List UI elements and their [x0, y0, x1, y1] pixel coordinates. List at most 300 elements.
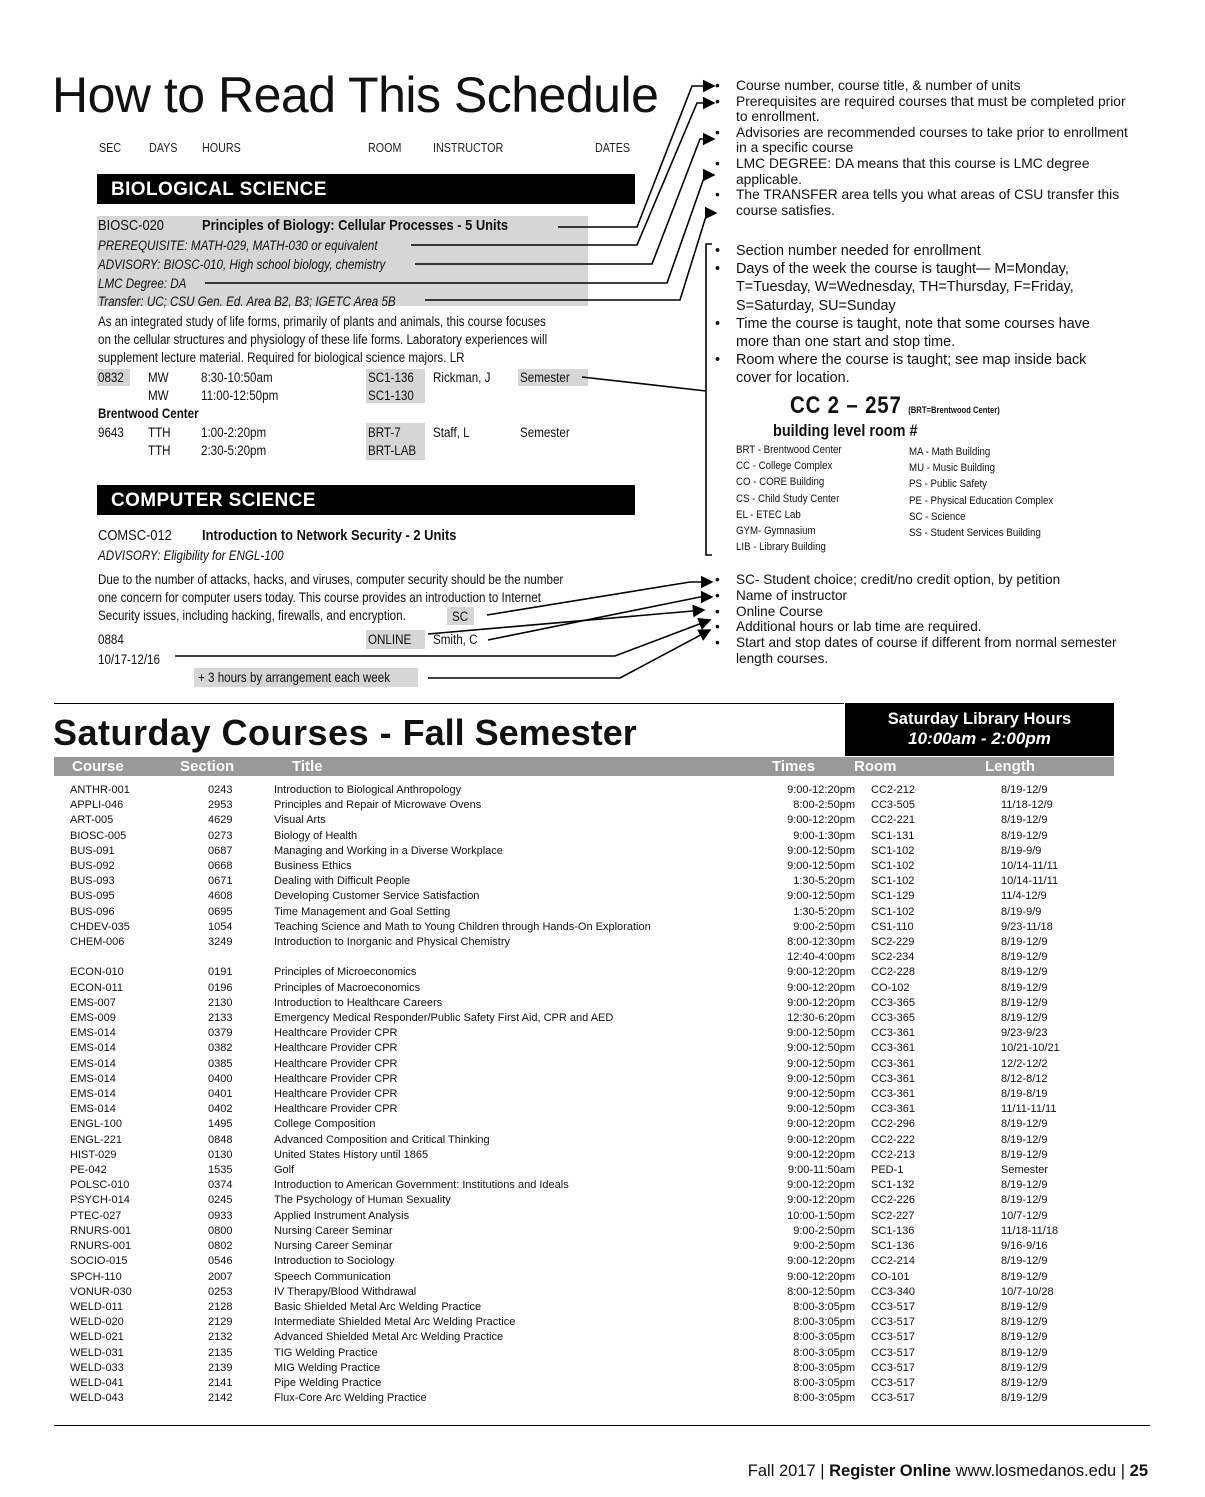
course-length: 9/16-9/16: [1001, 1240, 1048, 1253]
note-item: • Prerequisites are required courses that must be completed prior to enrollment.: [736, 94, 1131, 125]
course-room: CC3-505: [871, 799, 916, 812]
course-length: 8/19-12/9: [1001, 1300, 1048, 1313]
section-number: 2953: [208, 799, 233, 812]
course-code: ENGL-100: [70, 1118, 122, 1131]
section-hours-2: 2:30-5:20pm: [201, 443, 267, 458]
course-title: Pipe Welding Practice: [274, 1376, 382, 1389]
course-code: POLSC-010: [70, 1179, 130, 1192]
section-dates: Semester: [520, 425, 570, 440]
course-code: BUS-095: [70, 890, 115, 903]
course-length: 8/19-12/9: [1001, 829, 1048, 842]
section-number: 0130: [208, 1148, 233, 1161]
section-number: 0191: [208, 966, 233, 979]
course-code: WELD-041: [70, 1376, 124, 1389]
section-hours-2: 11:00-12:50pm: [201, 388, 279, 403]
course-times: 9:00-2:50pm: [793, 1240, 855, 1253]
section-number: 2129: [208, 1316, 233, 1329]
table-row: [54, 1011, 1060, 1026]
note-item: • Advisories are recommended courses to take prior to enrollment in a specific course: [736, 125, 1131, 156]
course-length: 8/19-12/9: [1001, 814, 1048, 827]
course-room: CC3-517: [871, 1300, 916, 1313]
course-code: BUS-093: [70, 875, 115, 888]
advisory: ADVISORY: Eligibility for ENGL-100: [98, 548, 284, 563]
course-times: 1:30-5:20pm: [793, 875, 855, 888]
course-title: Introduction to Sociology: [274, 1255, 395, 1268]
course-title: [274, 950, 762, 965]
section-number: 0401: [208, 1088, 233, 1101]
course-code: WELD-031: [70, 1346, 124, 1359]
course-code: RNURS-001: [70, 1240, 132, 1253]
table-row: [54, 996, 1060, 1011]
table-row: [54, 1026, 1060, 1041]
table-row: [54, 1330, 1060, 1345]
section-number: 0933: [208, 1209, 233, 1222]
course-title: Principles of Macroeconomics: [274, 981, 421, 994]
note-item: • Section number needed for enrollment: [736, 242, 1116, 260]
course-room: CC3-361: [871, 1103, 916, 1116]
arranged-hours: + 3 hours by arrangement each week: [198, 670, 391, 685]
section-number: 0402: [208, 1103, 233, 1116]
course-title: Basic Shielded Metal Arc Welding Practice: [274, 1300, 482, 1313]
section-number: 0800: [208, 1224, 233, 1237]
saturday-course-table: [54, 783, 1060, 1406]
section-number: 2139: [208, 1361, 233, 1374]
course-room: SC1-129: [871, 890, 915, 903]
course-length: 8/19-12/9: [1001, 1194, 1048, 1207]
section-instructor: Smith, C: [433, 632, 478, 647]
course-room: CC3-517: [871, 1361, 916, 1374]
section-number: 0695: [208, 905, 233, 918]
table-row: [54, 950, 1060, 965]
course-title: Introduction to Inorganic and Physical Chemistry: [274, 936, 511, 949]
course-times: 9:00-12:50pm: [787, 860, 855, 873]
section-number: 3249: [208, 936, 233, 949]
course-title: Speech Communication: [274, 1270, 391, 1283]
course-code: ART-005: [70, 814, 114, 827]
course-length: 8/12-8/12: [1001, 1072, 1048, 1085]
course-length: 10/14-11/11: [1001, 860, 1059, 873]
course-title: IV Therapy/Blood Withdrawal: [274, 1285, 417, 1298]
course-length: 11/4-12/9: [1001, 890, 1047, 903]
table-row: [54, 1209, 1060, 1224]
course-times: 9:00-12:20pm: [787, 1133, 855, 1146]
course-times: 1:30-5:20pm: [793, 905, 855, 918]
course-code: WELD-011: [70, 1300, 123, 1313]
course-times: 9:00-12:50pm: [787, 1072, 855, 1085]
course-title: Nursing Career Seminar: [274, 1240, 393, 1253]
course-times: 8:00-3:05pm: [793, 1392, 855, 1405]
course-room: SC2-234: [871, 951, 915, 964]
table-row: [54, 859, 1060, 874]
course-room: CC3-365: [871, 1012, 916, 1025]
course-times: 9:00-11:50am: [787, 1164, 855, 1177]
table-row: [54, 1178, 1060, 1193]
advisory: ADVISORY: BIOSC-010, High school biology, chemistry: [98, 257, 386, 272]
section-number: 0243: [208, 784, 233, 796]
course-length: 8/19-12/9: [1001, 966, 1048, 979]
course-room: CC3-361: [871, 1027, 916, 1040]
course-room: CC3-361: [871, 1057, 916, 1070]
section-days-2: TTH: [148, 443, 171, 458]
section-room: SC1-136: [368, 370, 414, 385]
divider: [54, 703, 844, 704]
course-room: SC1-136: [871, 1240, 915, 1253]
course-title: MIG Welding Practice: [274, 1361, 381, 1374]
col-days: DAYS: [149, 141, 178, 155]
table-row: [54, 1224, 1060, 1239]
note-item: • Room where the course is taught; see map inside back cover for location.: [736, 351, 1116, 387]
course-title: Time Management and Goal Setting: [274, 905, 451, 918]
course-code: [54, 950, 208, 965]
table-row: [54, 1057, 1060, 1072]
table-row: [54, 844, 1060, 859]
course-title: The Psychology of Human Sexuality: [274, 1194, 451, 1207]
table-row: [54, 981, 1060, 996]
course-length: 9/23-11/18: [1001, 920, 1053, 933]
course-code: EMS-014: [70, 1103, 116, 1116]
building-list-right: MA - Math Building MU - Music Building PS - Public Safety PE - Physical Education Complex SC - Science SS - Student Services Building: [909, 446, 1054, 540]
course-length: 8/19-12/9: [1001, 1133, 1048, 1146]
course-times: 9:00-12:50pm: [787, 844, 855, 857]
course-title: Nursing Career Seminar: [274, 1224, 393, 1237]
table-row: [54, 1361, 1060, 1376]
section-number: 0884: [98, 632, 124, 647]
notes-course-info: [706, 78, 1131, 218]
table-row: [54, 1346, 1060, 1361]
course-room: CS1-110: [871, 920, 914, 933]
course-room: SC2-227: [871, 1209, 915, 1222]
course-code: BIOSC-005: [70, 829, 127, 842]
table-row: [54, 1300, 1060, 1315]
course-length: 8/19-12/9: [1001, 1255, 1048, 1268]
course-code: BUS-096: [70, 905, 115, 918]
course-length: 8/19-12/9: [1001, 1331, 1048, 1344]
course-room: CC3-361: [871, 1088, 916, 1101]
course-code: BUS-091: [70, 844, 115, 857]
course-room: SC1-131: [871, 829, 915, 842]
course-title: Healthcare Provider CPR: [274, 1088, 398, 1101]
course-code: ECON-010: [70, 966, 124, 979]
note-item: • SC- Student choice; credit/no credit option, by petition: [736, 572, 1126, 588]
section-band-biology: BIOLOGICAL SCIENCE: [97, 174, 635, 204]
table-row: [54, 1041, 1060, 1056]
course-length: 8/19-12/9: [1001, 981, 1048, 994]
section-room: BRT-7: [368, 425, 401, 440]
course-times: 9:00-12:20pm: [787, 1179, 855, 1192]
section-number: 0385: [208, 1057, 233, 1070]
course-code: CHEM-006: [70, 936, 125, 949]
course-code: CHDEV-035: [70, 920, 130, 933]
course-code: ENGL-221: [70, 1133, 122, 1146]
section-number: 0848: [208, 1133, 233, 1146]
course-room: CC2-213: [871, 1148, 916, 1161]
section-dates: Semester: [520, 370, 570, 385]
course-times: 10:00-1:50pm: [787, 1209, 855, 1222]
course-room: SC1-102: [871, 875, 915, 888]
section-number: 0671: [208, 875, 233, 888]
section-number: 2130: [208, 996, 233, 1009]
course-title: Developing Customer Service Satisfaction: [274, 890, 480, 903]
col-instructor: INSTRUCTOR: [433, 141, 504, 155]
note-item: • Name of instructor: [736, 588, 1126, 604]
course-title: Principles and Repair of Microwave Ovens: [274, 799, 482, 812]
course-times: 8:00-12:30pm: [787, 936, 855, 949]
course-code: EMS-014: [70, 1072, 116, 1085]
table-row: [54, 829, 1060, 844]
table-row: [54, 798, 1060, 813]
course-times: 9:00-12:50pm: [787, 1103, 855, 1116]
course-length: 8/19-12/9: [1001, 996, 1048, 1009]
footer: Fall 2017 | Register Online www.losmedanos.edu | 25: [747, 1462, 1148, 1480]
course-length: 10/7-12/9: [1001, 1209, 1048, 1222]
course-times: 9:00-12:20pm: [787, 1255, 855, 1268]
course-room: CC3-517: [871, 1316, 916, 1329]
course-code: VONUR-030: [70, 1285, 132, 1298]
course-length: 8/19-12/9: [1001, 951, 1048, 964]
table-row: [54, 1087, 1060, 1102]
course-length: 8/19-9/9: [1001, 905, 1042, 918]
section-number: 2141: [208, 1376, 233, 1389]
room-code-example: CC 2 – 257 (BRT=Brentwood Center): [790, 392, 1000, 419]
course-title: Healthcare Provider CPR: [274, 1072, 398, 1085]
course-description: Due to the number of attacks, hacks, and viruses, computer security should be the number one concern for computer users today. This course provides an introduction to Internet Security issues, including hacking, firewalls, and encryption.: [98, 572, 564, 623]
course-code: COMSC-012: [98, 527, 172, 544]
table-row: [54, 1270, 1060, 1285]
course-length: 9/23-9/23: [1001, 1027, 1048, 1040]
course-length: 8/19-12/9: [1001, 1376, 1048, 1389]
course-title: Healthcare Provider CPR: [274, 1103, 398, 1116]
course-title: Emergency Medical Responder/Public Safety First Aid, CPR and AED: [274, 1012, 614, 1025]
table-row: [54, 1193, 1060, 1208]
course-length: 8/19-12/9: [1001, 1270, 1048, 1283]
table-row: [54, 920, 1060, 935]
table-row: [54, 1239, 1060, 1254]
section-number: 0245: [208, 1194, 233, 1207]
course-title: Business Ethics: [274, 860, 352, 873]
section-band-computer: COMPUTER SCIENCE: [97, 485, 635, 515]
section-room: ONLINE: [368, 632, 412, 647]
section-number: 0196: [208, 981, 233, 994]
course-code: EMS-014: [70, 1088, 116, 1101]
course-room: CC3-340: [871, 1285, 916, 1298]
course-name: Introduction to Network Security - 2 Units: [202, 527, 457, 544]
course-title: College Composition: [274, 1118, 376, 1131]
course-length: 8/19-12/9: [1001, 1148, 1048, 1161]
course-title: Healthcare Provider CPR: [274, 1042, 398, 1055]
course-times: 9:00-12:50pm: [787, 890, 855, 903]
course-code: ECON-011: [70, 981, 123, 994]
course-room: SC1-102: [871, 905, 915, 918]
note-item: • Days of the week the course is taught— M=Monday, T=Tuesday, W=Wednesday, TH=Thursday, F=Friday, S=Saturday, SU=Sunday: [736, 260, 1116, 315]
course-length: 8/19-12/9: [1001, 1118, 1048, 1131]
section-number: 1495: [208, 1118, 233, 1131]
table-row: [54, 889, 1060, 904]
col-room: ROOM: [368, 141, 402, 155]
section-number: [208, 950, 274, 965]
course-length: 8/19-9/9: [1001, 844, 1042, 857]
section-number: 2128: [208, 1300, 233, 1313]
course-times: 12:40-4:00pm: [787, 951, 855, 964]
table-row: [54, 1391, 1060, 1406]
section-number: 0374: [208, 1179, 233, 1192]
course-code: ANTHR-001: [70, 784, 130, 796]
section-instructor: Staff, L: [433, 425, 470, 440]
section-number: 0382: [208, 1042, 233, 1055]
room-code-legend: building level room #: [773, 421, 918, 440]
degree: LMC Degree: DA: [98, 276, 187, 291]
course-times: 8:00-3:05pm: [793, 1376, 855, 1389]
section-number: 0400: [208, 1072, 233, 1085]
course-length: 8/19-12/9: [1001, 1346, 1048, 1359]
course-room: SC1-102: [871, 844, 915, 857]
course-room: SC2-229: [871, 936, 915, 949]
course-code: BIOSC-020: [98, 217, 164, 234]
section-number: 0832: [98, 370, 124, 385]
course-length: Semester: [1001, 1164, 1049, 1177]
course-code: SOCIO-015: [70, 1255, 128, 1268]
course-code: SPCH-110: [70, 1270, 122, 1283]
note-item: • LMC DEGREE: DA means that this course is LMC degree applicable.: [736, 156, 1131, 187]
course-times: 9:00-12:50pm: [787, 1042, 855, 1055]
course-times: 9:00-2:50pm: [793, 1224, 855, 1237]
course-times: 8:00-3:05pm: [793, 1316, 855, 1329]
course-room: CC2-212: [871, 784, 916, 796]
course-room: CC3-517: [871, 1346, 916, 1359]
course-room: CC2-214: [871, 1255, 916, 1268]
course-times: 8:00-12:50pm: [787, 1285, 855, 1298]
course-room: SC1-136: [871, 1224, 915, 1237]
course-code: RNURS-001: [70, 1224, 132, 1237]
table-row: [54, 874, 1060, 889]
table-row: [54, 1285, 1060, 1300]
course-times: 9:00-12:20pm: [787, 966, 855, 979]
course-code: EMS-009: [70, 1012, 116, 1025]
col-hours: HOURS: [202, 141, 241, 155]
course-title: Healthcare Provider CPR: [274, 1027, 398, 1040]
course-length: 10/14-11/11: [1001, 875, 1059, 888]
course-times: 12:30-6:20pm: [787, 1012, 855, 1025]
table-row: [54, 1376, 1060, 1391]
course-title: Managing and Working in a Diverse Workplace: [274, 844, 503, 857]
course-times: 9:00-12:20pm: [787, 1194, 855, 1207]
table-row: [54, 813, 1060, 828]
course-title: Introduction to American Government: Institutions and Ideals: [274, 1179, 569, 1192]
course-code: HIST-029: [70, 1148, 117, 1161]
col-dates: DATES: [595, 141, 631, 155]
course-title: Intermediate Shielded Metal Arc Welding Practice: [274, 1316, 516, 1329]
course-code: EMS-014: [70, 1057, 116, 1070]
course-code: WELD-033: [70, 1361, 124, 1374]
table-row: [54, 1102, 1060, 1117]
course-title: Biology of Health: [274, 829, 358, 842]
course-times: 9:00-12:20pm: [787, 1118, 855, 1131]
course-times: 9:00-12:20pm: [787, 996, 855, 1009]
section-number: 2135: [208, 1346, 233, 1359]
course-room: CC3-361: [871, 1072, 916, 1085]
note-item: • Online Course: [736, 604, 1126, 620]
table-row: [54, 1254, 1060, 1269]
course-code: BUS-092: [70, 860, 115, 873]
section-days: MW: [148, 370, 169, 385]
course-title: Introduction to Healthcare Careers: [274, 996, 443, 1009]
course-title: Teaching Science and Math to Young Children through Hands-On Exploration: [274, 920, 651, 933]
course-room: CC2-222: [871, 1133, 916, 1146]
prerequisite: PREREQUISITE: MATH-029, MATH-030 or equivalent: [98, 238, 378, 253]
section-days: TTH: [148, 425, 171, 440]
course-title: Flux-Core Arc Welding Practice: [274, 1392, 427, 1405]
course-room: CC3-517: [871, 1392, 916, 1405]
section-number: 0379: [208, 1027, 233, 1040]
section-number: 2132: [208, 1331, 233, 1344]
course-length: 8/19-12/9: [1001, 1316, 1048, 1329]
course-times: 9:00-12:20pm: [787, 814, 855, 827]
saturday-title: Saturday Courses - Fall Semester: [53, 712, 637, 753]
course-title: TIG Welding Practice: [274, 1346, 378, 1359]
table-row: [54, 1163, 1060, 1178]
course-code: WELD-020: [70, 1316, 124, 1329]
course-length: 8/19-12/9: [1001, 1179, 1048, 1192]
section-number: 2133: [208, 1012, 233, 1025]
section-hours: 8:30-10:50am: [201, 370, 273, 385]
course-length: 12/2-12/2: [1001, 1057, 1048, 1070]
sc-flag: SC: [452, 609, 469, 624]
course-code: EMS-007: [70, 996, 116, 1009]
table-row: [54, 935, 1060, 950]
section-number: 0273: [208, 829, 233, 842]
course-times: 9:00-12:20pm: [787, 1148, 855, 1161]
section-dates: 10/17-12/16: [98, 652, 160, 667]
section-number: 2007: [208, 1270, 233, 1283]
course-title: Principles of Microeconomics: [274, 966, 417, 979]
course-room: CC3-361: [871, 1042, 916, 1055]
course-code: PSYCH-014: [70, 1194, 130, 1207]
table-header: Course Section Title Times Room Length: [54, 757, 1114, 776]
note-item: • Start and stop dates of course if different from normal semester length courses.: [736, 635, 1126, 667]
course-title: Golf: [274, 1164, 295, 1177]
course-times: 9:00-1:30pm: [793, 829, 855, 842]
course-title: Introduction to Biological Anthropology: [274, 784, 462, 796]
course-description: As an integrated study of life forms, primarily of plants and animals, this course focuses on the cellular structures and physiology of these life forms. Laboratory experiences will supplement lecture material. Required for biological science majors. LR: [98, 314, 548, 365]
course-length: 11/18-11/18: [1001, 1224, 1059, 1237]
course-code: PTEC-027: [70, 1209, 122, 1222]
course-title: Visual Arts: [274, 814, 326, 827]
course-length: 10/21-10/21: [1001, 1042, 1060, 1055]
notes-additional: [706, 572, 1126, 667]
table-row: [54, 965, 1060, 980]
course-title: Advanced Composition and Critical Thinking: [274, 1133, 490, 1146]
transfer: Transfer: UC; CSU Gen. Ed. Area B2, B3; IGETC Area 5B: [98, 294, 396, 309]
course-title: Healthcare Provider CPR: [274, 1057, 398, 1070]
course-room: CO-101: [871, 1270, 910, 1283]
table-row: [54, 1133, 1060, 1148]
course-times: 8:00-3:05pm: [793, 1300, 855, 1313]
course-length: 8/19-8/19: [1001, 1088, 1048, 1101]
course-title: United States History until 1865: [274, 1148, 429, 1161]
center-name: Brentwood Center: [98, 406, 199, 421]
course-length: 8/19-12/9: [1001, 936, 1048, 949]
course-length: 8/19-12/9: [1001, 1392, 1048, 1405]
course-title: Dealing with Difficult People: [274, 875, 411, 888]
table-row: [54, 905, 1060, 920]
note-item: • Additional hours or lab time are required.: [736, 619, 1126, 635]
course-times: 9:00-12:20pm: [787, 981, 855, 994]
course-times: 9:00-12:20pm: [787, 1270, 855, 1283]
course-times: 8:00-3:05pm: [793, 1346, 855, 1359]
course-times: 8:00-3:05pm: [793, 1331, 855, 1344]
section-room-2: BRT-LAB: [368, 443, 417, 458]
course-code: EMS-014: [70, 1027, 116, 1040]
section-number: 0546: [208, 1255, 233, 1268]
